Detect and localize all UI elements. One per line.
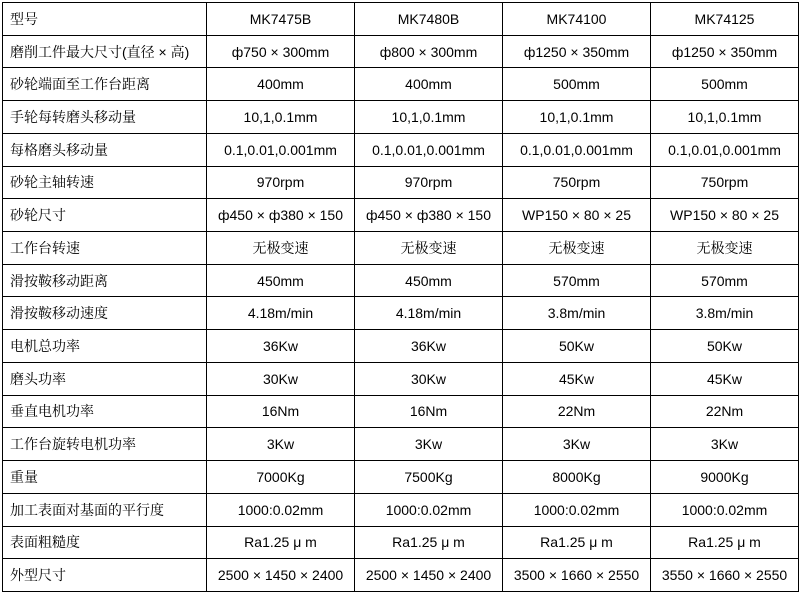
row-value: 570mm: [651, 264, 799, 297]
row-label: 垂直电机功率: [3, 395, 207, 428]
spec-table: [2, 2, 799, 592]
row-label: 工作台旋转电机功率: [3, 428, 207, 461]
row-value: 9000Kg: [651, 461, 799, 494]
model-header: MK7475B: [207, 3, 355, 36]
table-row: [3, 461, 799, 494]
row-value: 4.18m/min: [207, 297, 355, 330]
row-label: 砂轮尺寸: [3, 199, 207, 232]
row-value: 3Kw: [207, 428, 355, 461]
row-label: 重量: [3, 461, 207, 494]
row-value: 36Kw: [207, 330, 355, 363]
row-value: ф450 × ф380 × 150: [355, 199, 503, 232]
row-value: 无极变速: [651, 232, 799, 265]
row-value: 无极变速: [207, 232, 355, 265]
row-value: 22Nm: [503, 395, 651, 428]
row-value: 1000:0.02mm: [207, 493, 355, 526]
row-value: Ra1.25 μ m: [207, 526, 355, 559]
row-value: 0.1,0.01,0.001mm: [651, 133, 799, 166]
row-value: 570mm: [503, 264, 651, 297]
header-label: 型号: [3, 3, 207, 36]
row-value: 750rpm: [651, 166, 799, 199]
row-label: 砂轮端面至工作台距离: [3, 68, 207, 101]
table-row: [3, 330, 799, 363]
row-value: 3.8m/min: [651, 297, 799, 330]
row-value: 1000:0.02mm: [355, 493, 503, 526]
row-label: 电机总功率: [3, 330, 207, 363]
header-row: [3, 3, 799, 36]
row-label: 手轮每转磨头移动量: [3, 101, 207, 134]
table-row: [3, 264, 799, 297]
row-value: 3500 × 1660 × 2550: [503, 559, 651, 592]
row-value: 3550 × 1660 × 2550: [651, 559, 799, 592]
table-row: [3, 68, 799, 101]
table-row: [3, 362, 799, 395]
row-value: 970rpm: [207, 166, 355, 199]
table-row: [3, 199, 799, 232]
table-row: [3, 35, 799, 68]
row-value: 3Kw: [355, 428, 503, 461]
row-value: 2500 × 1450 × 2400: [207, 559, 355, 592]
row-value: 0.1,0.01,0.001mm: [355, 133, 503, 166]
table-row: [3, 526, 799, 559]
row-value: 750rpm: [503, 166, 651, 199]
table-row: [3, 493, 799, 526]
row-label: 工作台转速: [3, 232, 207, 265]
row-value: 3Kw: [651, 428, 799, 461]
row-value: 450mm: [207, 264, 355, 297]
row-value: 0.1,0.01,0.001mm: [207, 133, 355, 166]
row-value: ф750 × 300mm: [207, 35, 355, 68]
row-label: 滑按鞍移动速度: [3, 297, 207, 330]
table-row: [3, 428, 799, 461]
row-value: 45Kw: [651, 362, 799, 395]
row-value: 45Kw: [503, 362, 651, 395]
table-row: [3, 232, 799, 265]
row-label: 外型尺寸: [3, 559, 207, 592]
model-header: MK74100: [503, 3, 651, 36]
row-label: 磨削工件最大尺寸(直径 × 高): [3, 35, 207, 68]
row-value: 500mm: [503, 68, 651, 101]
row-label: 砂轮主轴转速: [3, 166, 207, 199]
row-value: Ra1.25 μ m: [651, 526, 799, 559]
model-header: MK7480B: [355, 3, 503, 36]
row-value: 8000Kg: [503, 461, 651, 494]
row-value: 无极变速: [355, 232, 503, 265]
table-row: [3, 166, 799, 199]
spec-table-body: [3, 3, 799, 592]
row-value: 1000:0.02mm: [651, 493, 799, 526]
row-value: 3.8m/min: [503, 297, 651, 330]
row-value: WP150 × 80 × 25: [651, 199, 799, 232]
row-value: 0.1,0.01,0.001mm: [503, 133, 651, 166]
row-value: 400mm: [207, 68, 355, 101]
row-value: 16Nm: [355, 395, 503, 428]
row-value: 16Nm: [207, 395, 355, 428]
row-label: 加工表面对基面的平行度: [3, 493, 207, 526]
table-row: [3, 297, 799, 330]
row-value: 10,1,0.1mm: [355, 101, 503, 134]
row-value: WP150 × 80 × 25: [503, 199, 651, 232]
row-value: 50Kw: [651, 330, 799, 363]
row-value: 36Kw: [355, 330, 503, 363]
row-label: 每格磨头移动量: [3, 133, 207, 166]
row-label: 表面粗糙度: [3, 526, 207, 559]
table-row: [3, 101, 799, 134]
row-value: 450mm: [355, 264, 503, 297]
row-label: 滑按鞍移动距离: [3, 264, 207, 297]
row-value: 10,1,0.1mm: [503, 101, 651, 134]
table-row: [3, 395, 799, 428]
row-label: 磨头功率: [3, 362, 207, 395]
row-value: 400mm: [355, 68, 503, 101]
row-value: 22Nm: [651, 395, 799, 428]
row-value: 2500 × 1450 × 2400: [355, 559, 503, 592]
row-value: ф1250 × 350mm: [503, 35, 651, 68]
row-value: 10,1,0.1mm: [651, 101, 799, 134]
table-row: [3, 133, 799, 166]
row-value: ф800 × 300mm: [355, 35, 503, 68]
row-value: 7500Kg: [355, 461, 503, 494]
row-value: 30Kw: [355, 362, 503, 395]
row-value: 1000:0.02mm: [503, 493, 651, 526]
row-value: ф1250 × 350mm: [651, 35, 799, 68]
row-value: Ra1.25 μ m: [355, 526, 503, 559]
row-value: Ra1.25 μ m: [503, 526, 651, 559]
row-value: ф450 × ф380 × 150: [207, 199, 355, 232]
table-row: [3, 559, 799, 592]
row-value: 无极变速: [503, 232, 651, 265]
model-header: MK74125: [651, 3, 799, 36]
row-value: 970rpm: [355, 166, 503, 199]
row-value: 30Kw: [207, 362, 355, 395]
row-value: 500mm: [651, 68, 799, 101]
row-value: 4.18m/min: [355, 297, 503, 330]
row-value: 50Kw: [503, 330, 651, 363]
row-value: 10,1,0.1mm: [207, 101, 355, 134]
row-value: 7000Kg: [207, 461, 355, 494]
row-value: 3Kw: [503, 428, 651, 461]
